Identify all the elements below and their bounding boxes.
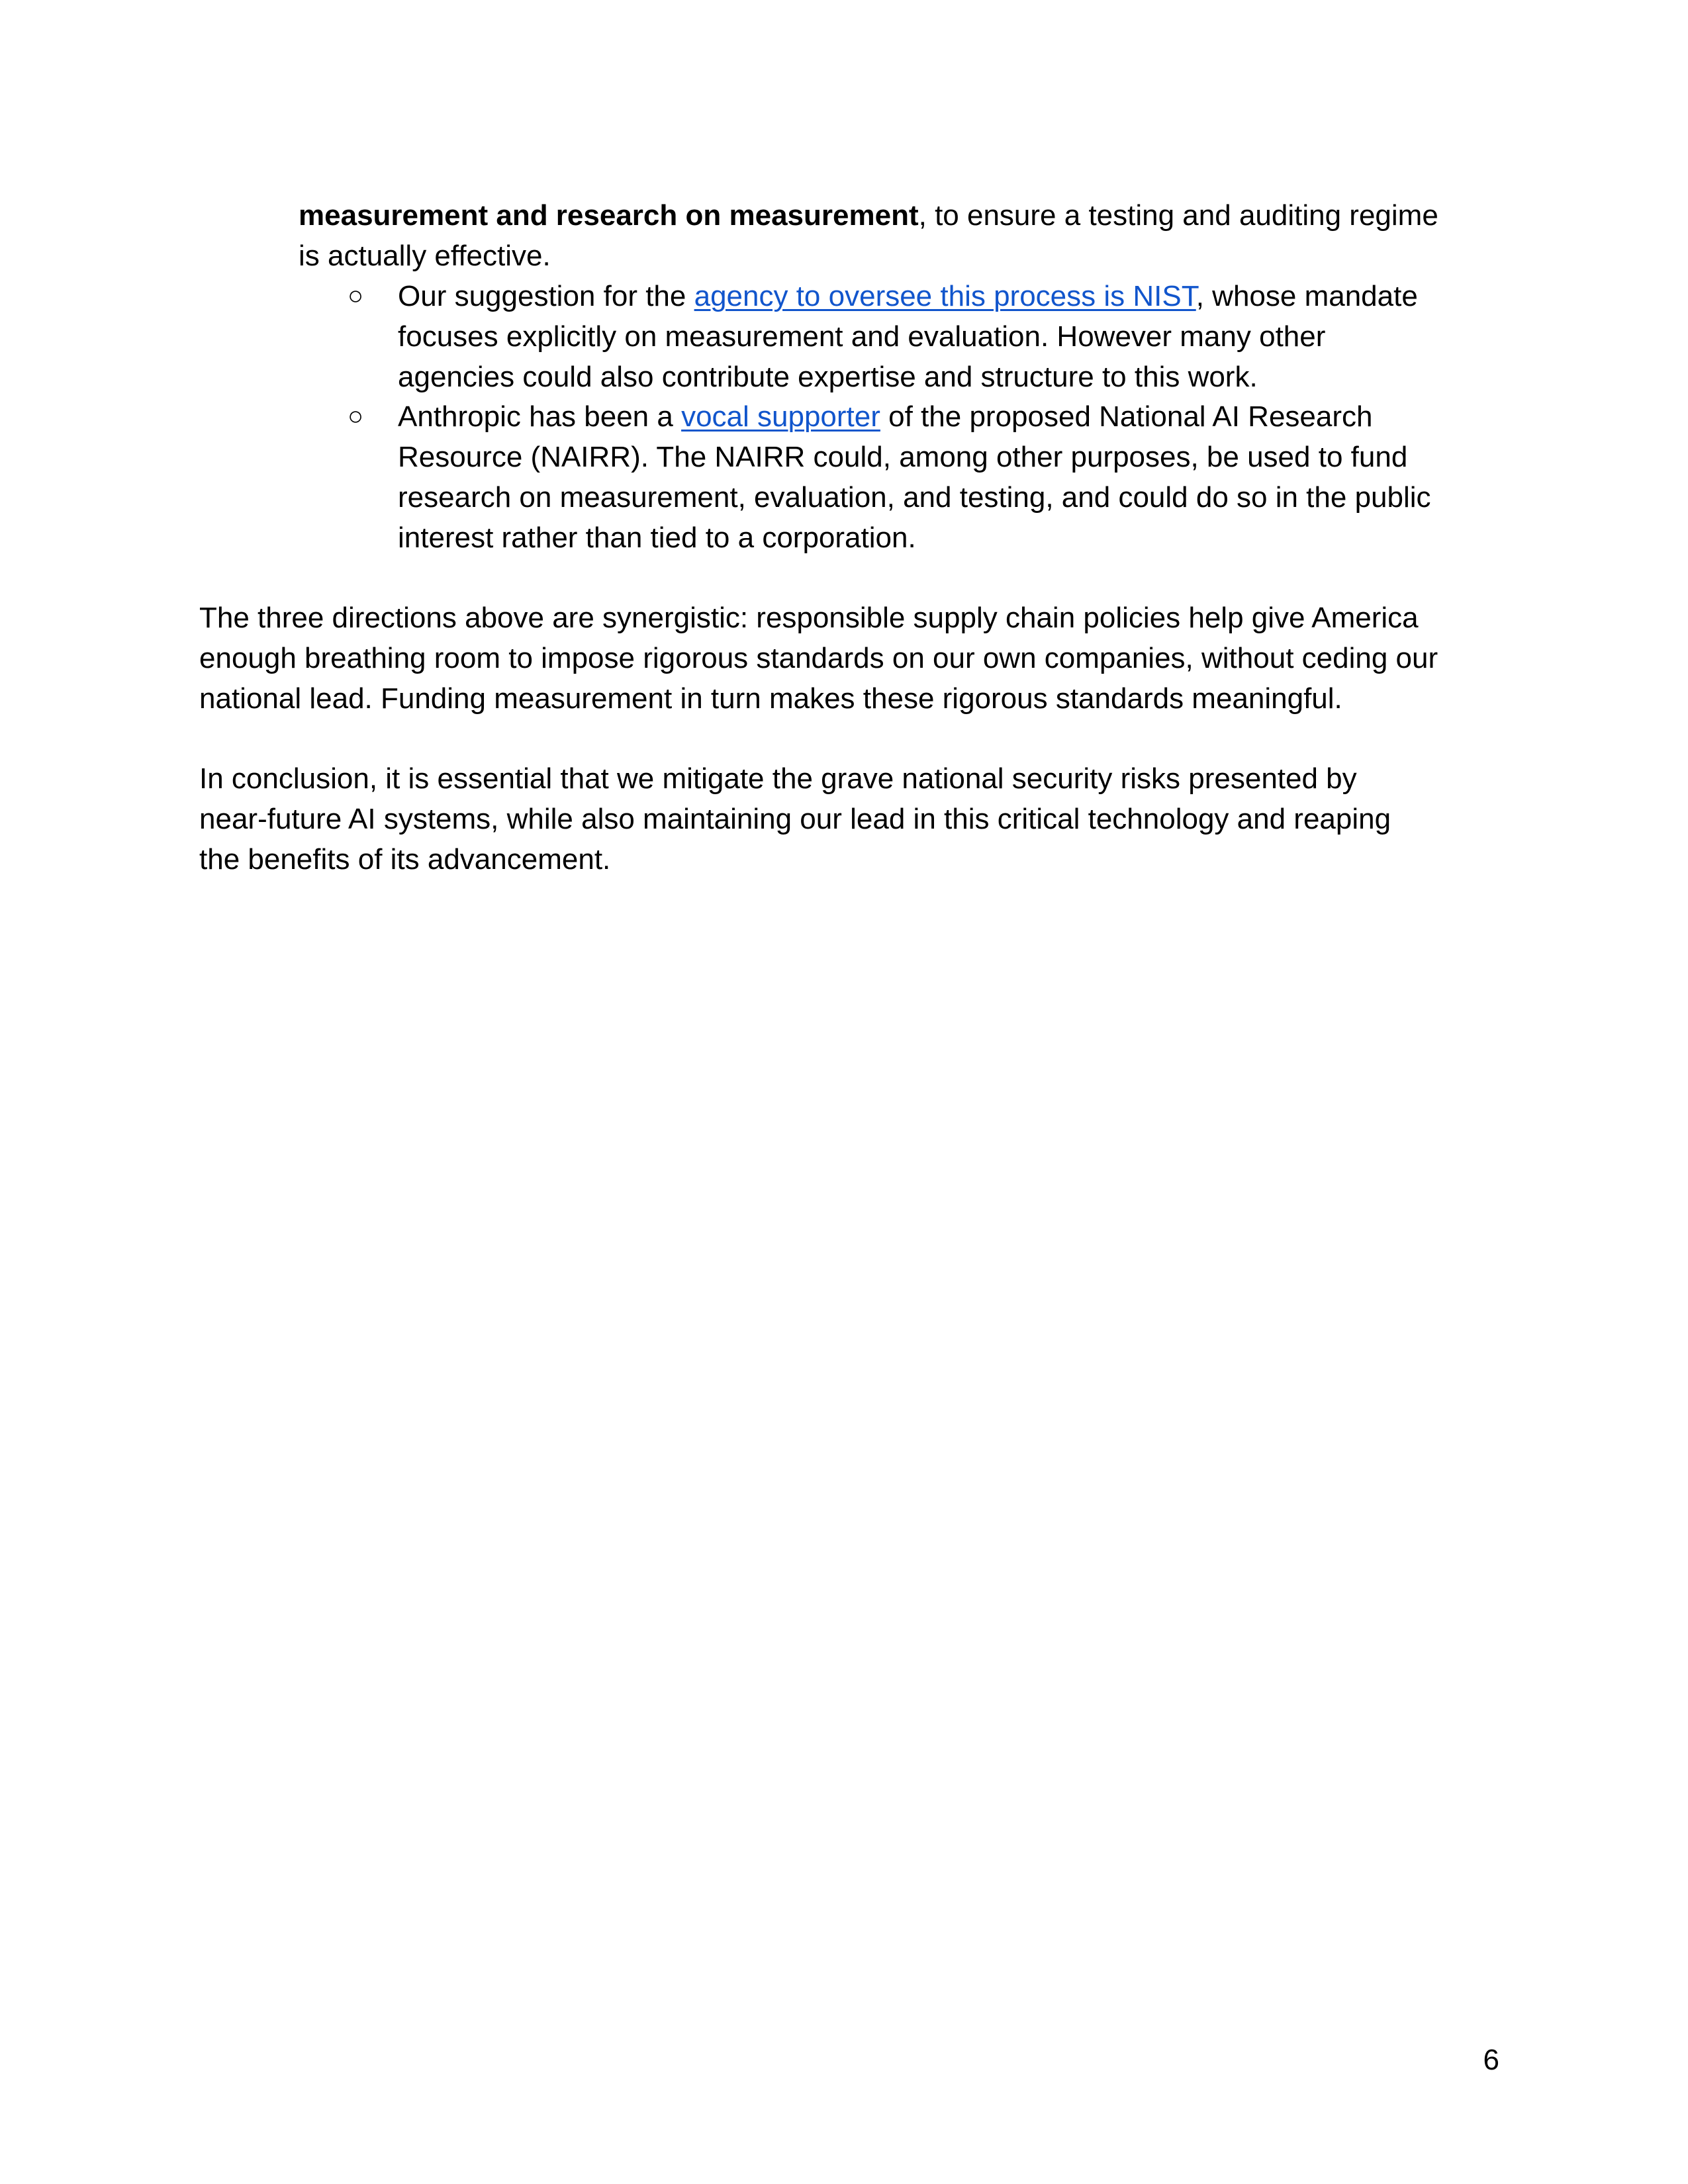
paragraph-2-line-1: In conclusion, it is essential that we mitigate the grave national security risks presented by (199, 762, 1357, 795)
intro-line-1-rest: , to ensure a testing and auditing regime (918, 199, 1438, 232)
bullet-1-line-3: agencies could also contribute expertise and structure to this work. (398, 361, 1258, 393)
paragraph-2-line-3: the benefits of its advancement. (199, 843, 611, 876)
bullet-1-post: , whose mandate (1196, 280, 1418, 312)
bullet-1-line-2: focuses explicitly on measurement and evaluation. However many other (398, 320, 1326, 353)
bullet-2-line-4: interest rather than tied to a corporation. (398, 522, 916, 554)
vocal-supporter-link[interactable]: vocal supporter (681, 400, 880, 433)
paragraph-2-line-2: near-future AI systems, while also maintaining our lead in this critical technology and reaping (199, 803, 1391, 835)
paragraph-1-line-2: enough breathing room to impose rigorous standards on our own companies, without ceding our (199, 642, 1438, 674)
bullet-1-pre: Our suggestion for the (398, 280, 694, 312)
bullet-marker-2: ○ (348, 402, 364, 431)
intro-bold-text: measurement and research on measurement (299, 199, 919, 232)
bullet-marker-1: ○ (348, 281, 364, 310)
intro-line-2: is actually effective. (299, 240, 551, 272)
bullet-2-line-1 (398, 396, 1372, 437)
paragraph-1-line-3: national lead. Funding measurement in turn makes these rigorous standards meaningful. (199, 682, 1342, 715)
bullet-2-post: of the proposed National AI Research (880, 400, 1373, 433)
bullet-2-line-3: research on measurement, evaluation, and testing, and could do so in the public (398, 481, 1431, 514)
bullet-2-line-2: Resource (NAIRR). The NAIRR could, among other purposes, be used to fund (398, 441, 1408, 473)
intro-line-1 (299, 195, 1438, 236)
nist-agency-link[interactable]: agency to oversee this process is NIST (694, 280, 1196, 312)
bullet-1-line-1 (398, 276, 1418, 316)
bullet-2-pre: Anthropic has been a (398, 400, 682, 433)
paragraph-1-line-1: The three directions above are synergistic: responsible supply chain policies help give America (199, 602, 1419, 634)
page-number: 6 (1483, 2044, 1499, 2076)
